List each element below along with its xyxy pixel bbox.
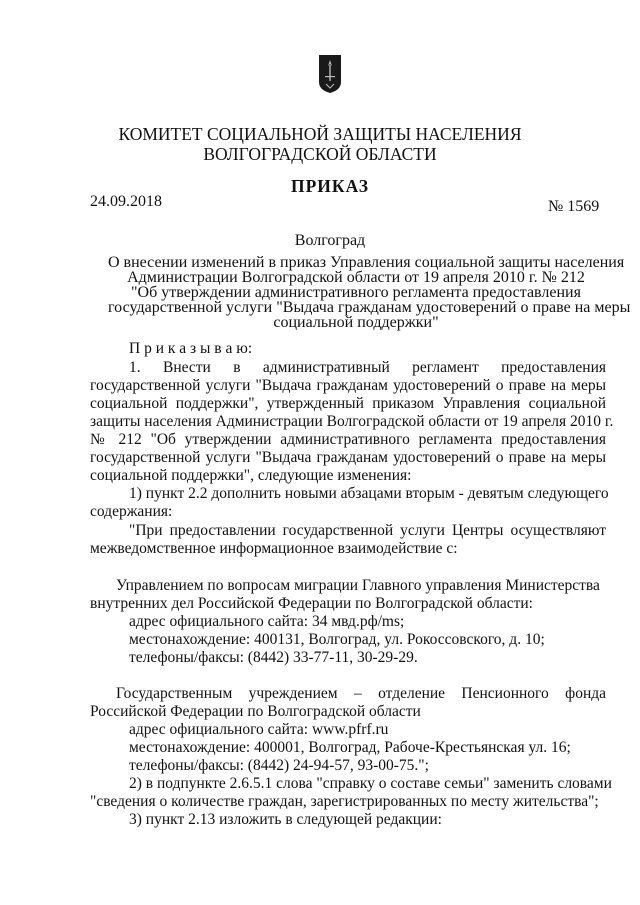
subject-line: "Об утверждении административного регламента предоставления <box>131 284 581 301</box>
document-city: Волгоград <box>294 232 366 249</box>
subject-line: социальной поддержки" <box>273 314 439 331</box>
paragraph-1-line: государственной услуги "Выдача гражданам удостоверений о праве на меры <box>90 377 606 394</box>
paragraph-1-line: 1. Внести в административный регламент предоставления <box>129 359 606 376</box>
subject-line: Администрации Волгоградской области от 19 апреля 2010 г. № 212 <box>127 269 585 286</box>
paragraph-1-line: государственной услуги "Выдача гражданам удостоверений о праве на меры <box>90 449 606 466</box>
pension-fund-line: адрес официального сайта: www.pfrf.ru <box>129 721 389 738</box>
document-type-title: ПРИКАЗ <box>290 176 370 196</box>
document-number: № 1569 <box>548 198 600 215</box>
subject-line: государственной услуги "Выдача гражданам удостоверений о праве на меры <box>108 299 631 316</box>
migration-authority-line: телефоны/факсы: (8442) 33-77-11, 30-29-29. <box>129 649 418 666</box>
paragraph-1-line: социальной поддержки", утвержденный приказом Управления социальной <box>90 395 606 412</box>
pension-fund-line: Государственным учреждением – отделение Пенсионного фонда <box>116 685 606 702</box>
item-1-line: 1) пункт 2.2 дополнить новыми абзацами вторым - девятым следующего <box>129 485 609 502</box>
item-2-line: "сведения о количестве граждан, зарегистрированных по месту жительства"; <box>90 793 599 810</box>
migration-authority-line: адрес официального сайта: 34 мвд.рф/ms; <box>129 613 405 630</box>
migration-authority-line: местонахождение: 400131, Волгоград, ул. Рокоссовского, д. 10; <box>129 631 545 648</box>
paragraph-1-line: социальной поддержки", следующие изменения: <box>90 467 412 484</box>
migration-authority-line: Управлением по вопросам миграции Главного управления Министерства <box>116 577 600 594</box>
pension-fund-line: местонахождение: 400001, Волгоград, Рабоче-Крестьянская ул. 16; <box>129 739 571 756</box>
item-3-line: 3) пункт 2.13 изложить в следующей редакции: <box>129 811 442 828</box>
subject-line: О внесении изменений в приказ Управления социальной защиты населения <box>108 254 625 271</box>
paragraph-1-line: защиты населения Администрации Волгоградской области от 19 апреля 2010 г. <box>90 413 614 430</box>
coat-of-arms-emblem <box>318 54 342 94</box>
document-date: 24.09.2018 <box>90 193 162 210</box>
organization-name-line-1: КОМИТЕТ СОЦИАЛЬНОЙ ЗАЩИТЫ НАСЕЛЕНИЯ <box>118 124 522 144</box>
item-1-line: содержания: <box>90 503 173 520</box>
organization-name-line-2: ВОЛГОГРАДСКОЙ ОБЛАСТИ <box>203 144 437 164</box>
quote-line: "При предоставлении государственной услуги Центры осуществляют <box>129 522 606 539</box>
paragraph-1-line: № 212 "Об утверждении административного регламента предоставления <box>90 431 606 448</box>
migration-authority-line: внутренних дел Российской Федерации по Волгоградской области: <box>90 595 533 612</box>
quote-line: межведомственное информационное взаимодействие с: <box>90 540 458 557</box>
pension-fund-line: Российской Федерации по Волгоградской области <box>90 703 421 720</box>
document-subject <box>108 254 631 331</box>
order-word: П р и к а з ы в а ю: <box>129 340 253 357</box>
item-2-line: 2) в подпункте 2.6.5.1 слова "справку о составе семьи" заменить словами <box>129 775 612 792</box>
pension-fund-line: телефоны/факсы: (8442) 24-94-57, 93-00-75."; <box>129 757 429 774</box>
